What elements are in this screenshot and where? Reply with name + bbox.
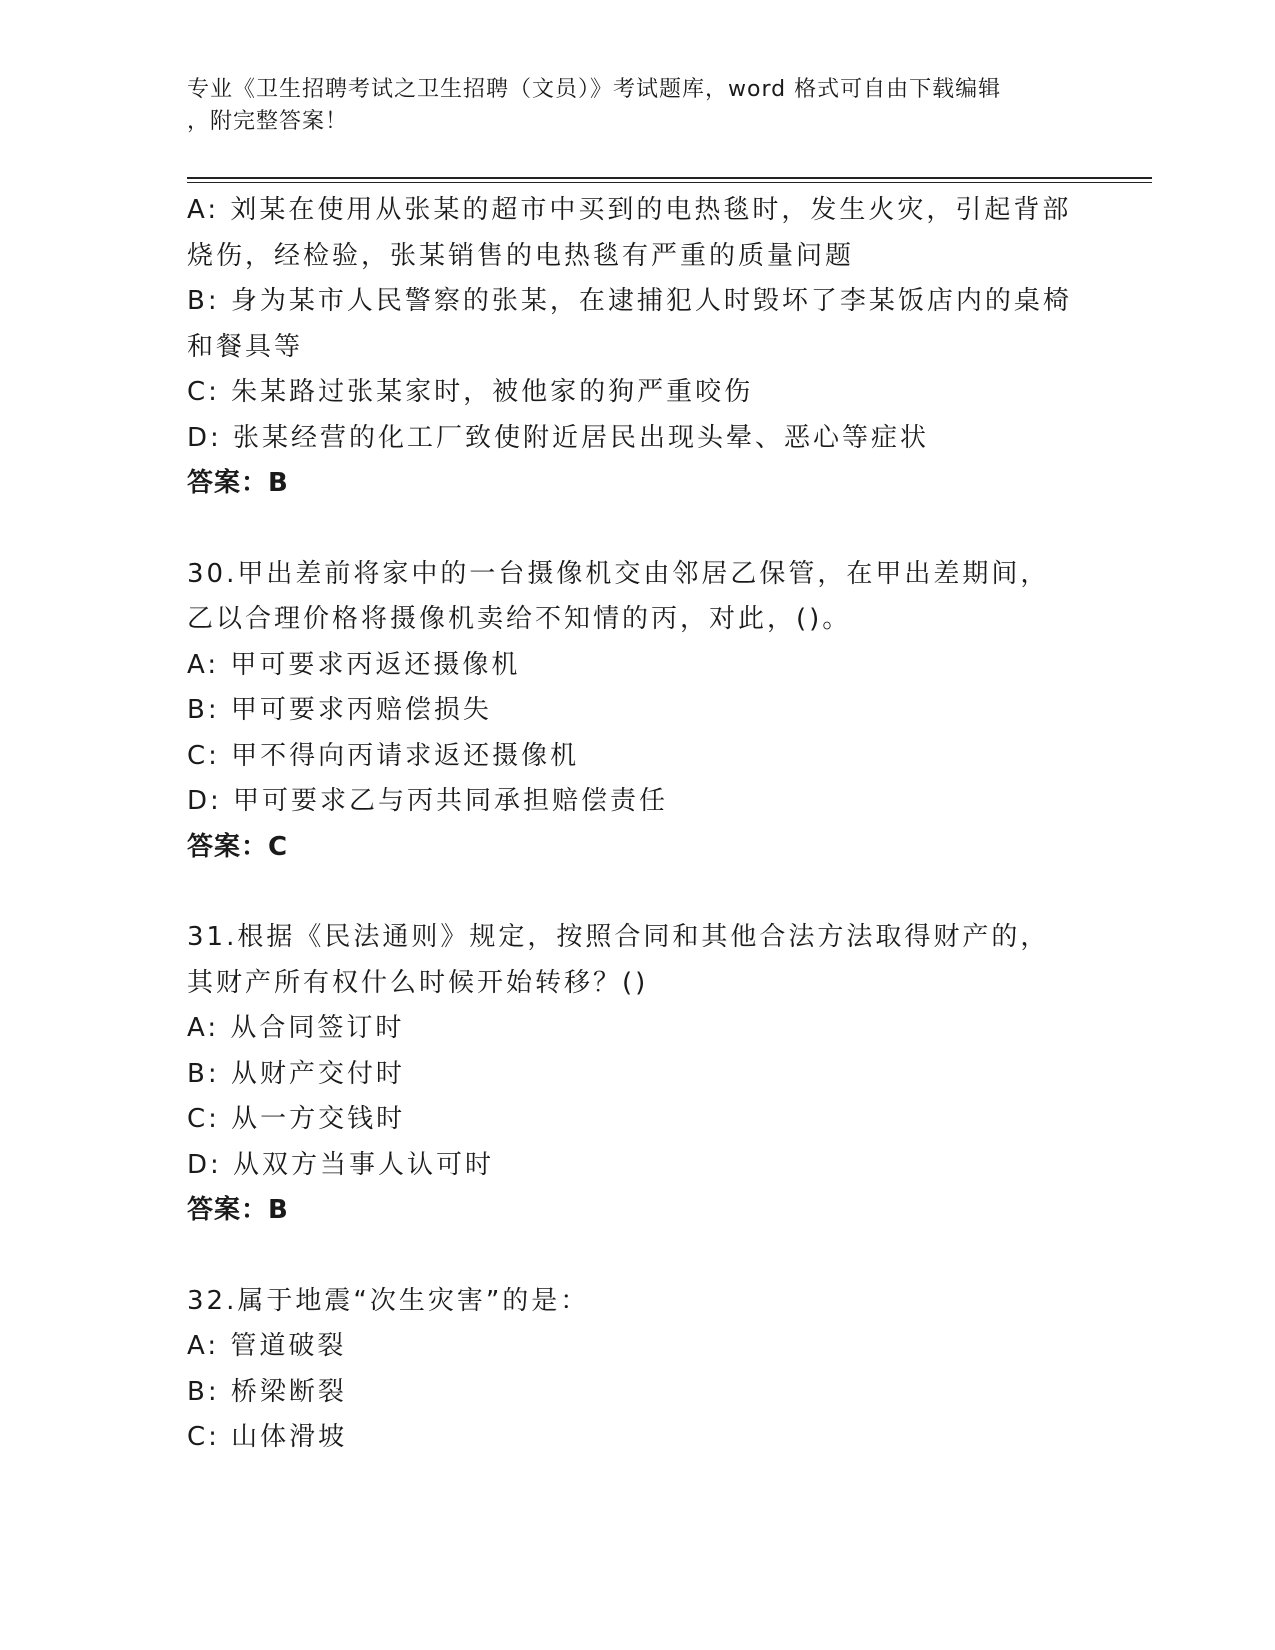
q29-option-d: D: 张某经营的化工厂致使附近居民出现头晕、恶心等症状: [187, 422, 930, 453]
question-31: [187, 915, 1077, 1234]
q32-option-c: C: 山体滑坡: [187, 1422, 348, 1452]
q29-option-c: C: 朱某路过张某家时，被他家的狗严重咬伤: [187, 377, 754, 407]
q32-stem: 32.属于地震“次生灾害”的是：: [187, 1285, 590, 1316]
q30-option-a: A: 甲可要求丙返还摄像机: [187, 649, 521, 680]
question-29: [187, 188, 1077, 507]
q29-answer: 答案：B: [187, 468, 289, 498]
header-line-1: 专业《卫生招聘考试之卫生招聘（文员）》考试题库，word 格式可自由下载编辑: [187, 77, 1002, 102]
q31-stem: 31.根据《民法通则》规定，按照合同和其他合法方法取得财产的，其财产所有权什么时候开始转移？(): [187, 922, 1050, 998]
q31-option-d: D: 从双方当事人认可时: [187, 1149, 495, 1180]
q30-stem: 30.甲出差前将家中的一台摄像机交由邻居乙保管，在甲出差期间，乙以合理价格将摄像机卖给不知情的丙，对此，()。: [187, 558, 1050, 634]
spacer: [187, 870, 1077, 915]
header-line-2: ，附完整答案！: [187, 109, 349, 134]
q29-option-a: A: 刘某在使用从张某的超市中买到的电热毯时，发生火灾，引起背部烧伤，经检验，张某销售的电热毯有严重的质量问题: [187, 195, 1072, 271]
q30-option-d: D: 甲可要求乙与丙共同承担赔偿责任: [187, 786, 669, 816]
q30-option-b: B: 甲可要求丙赔偿损失: [187, 695, 492, 725]
q31-option-b: B: 从财产交付时: [187, 1058, 405, 1089]
document-header: [187, 74, 1067, 138]
question-30: [187, 552, 1077, 871]
header-divider-thick: [187, 177, 1152, 179]
q31-answer: 答案：B: [187, 1195, 289, 1225]
question-32: [187, 1279, 1077, 1461]
q31-option-c: C: 从一方交钱时: [187, 1104, 406, 1134]
q32-option-b: B: 桥梁断裂: [187, 1376, 347, 1407]
q29-option-b: B: 身为某市人民警察的张某，在逮捕犯人时毁坏了李某饭店内的桌椅和餐具等: [187, 286, 1072, 362]
q30-option-c: C: 甲不得向丙请求返还摄像机: [187, 740, 580, 771]
spacer: [187, 507, 1077, 552]
header-divider-thin: [187, 182, 1152, 183]
q32-option-a: A: 管道破裂: [187, 1331, 347, 1361]
q31-option-a: A: 从合同签订时: [187, 1013, 405, 1043]
spacer: [187, 1234, 1077, 1279]
question-list: [187, 188, 1077, 1461]
q30-answer: 答案：C: [187, 831, 289, 862]
